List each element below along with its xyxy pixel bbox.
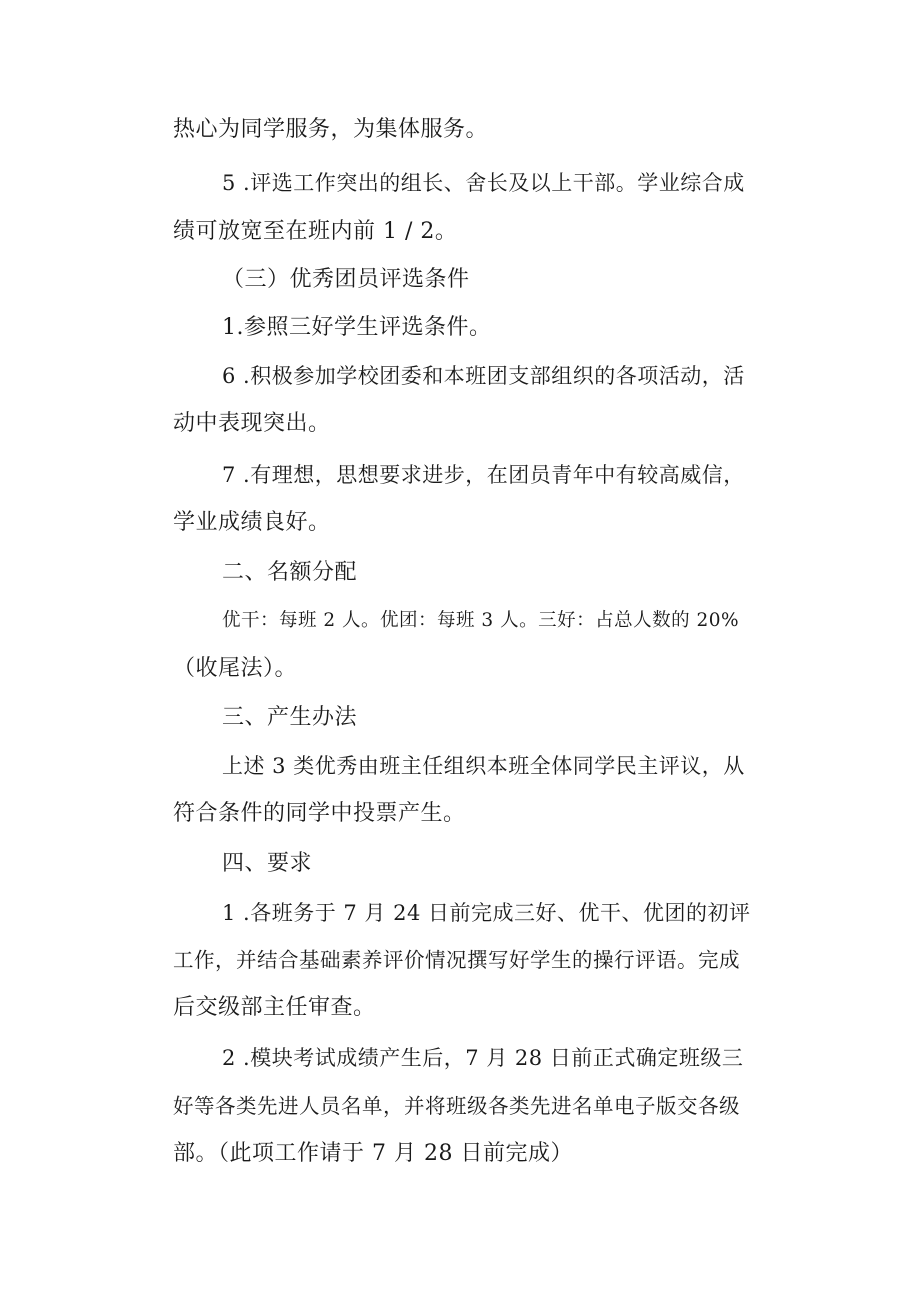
text-line: 好等各类先进人员名单，并将班级各类先进名单电子版交各级	[173, 1094, 740, 1118]
text-line: 2 .模块考试成绩产生后，7 月 28 日前正式确定班级三	[222, 1046, 744, 1070]
text-line: 部。（此项工作请于 7 月 28 日前完成）	[173, 1141, 573, 1166]
section-heading: （三）优秀团员评选条件	[222, 267, 470, 292]
text-line: 1.参照三好学生评选条件。	[222, 315, 492, 340]
text-line: 动中表现突出。	[173, 411, 331, 436]
text-line: 优干：每班 2 人。优团：每班 3 人。三好：占总人数的 20%	[222, 610, 740, 631]
text-line: 上述 3 类优秀由班主任组织本班全体同学民主评议，从	[222, 754, 745, 778]
text-line: 热心为同学服务，为集体服务。	[173, 117, 489, 142]
text-line: 绩可放宽至在班内前 1 / 2。	[173, 219, 458, 244]
text-line: 后交级部主任审查。	[173, 995, 376, 1020]
text-line: 学业成绩良好。	[173, 510, 331, 535]
text-line: 工作，并结合基础素养评价情况撰写好学生的操行评语。完成	[173, 948, 740, 972]
text-line: 符合条件的同学中投票产生。	[173, 801, 466, 826]
section-heading: 二、名额分配	[222, 560, 358, 585]
section-heading: 四、要求	[222, 851, 313, 876]
text-line: 5 .评选工作突出的组长、舍长及以上干部。学业综合成	[222, 171, 745, 195]
text-line: （收尾法）。	[173, 656, 298, 681]
section-heading: 三、产生办法	[222, 705, 358, 730]
text-line: 6 .积极参加学校团委和本班团支部组织的各项活动，活	[222, 364, 745, 388]
text-line: 7 .有理想，思想要求进步，在团员青年中有较高威信，	[222, 463, 745, 487]
text-line: 1 .各班务于 7 月 24 日前完成三好、优干、优团的初评	[222, 901, 751, 925]
